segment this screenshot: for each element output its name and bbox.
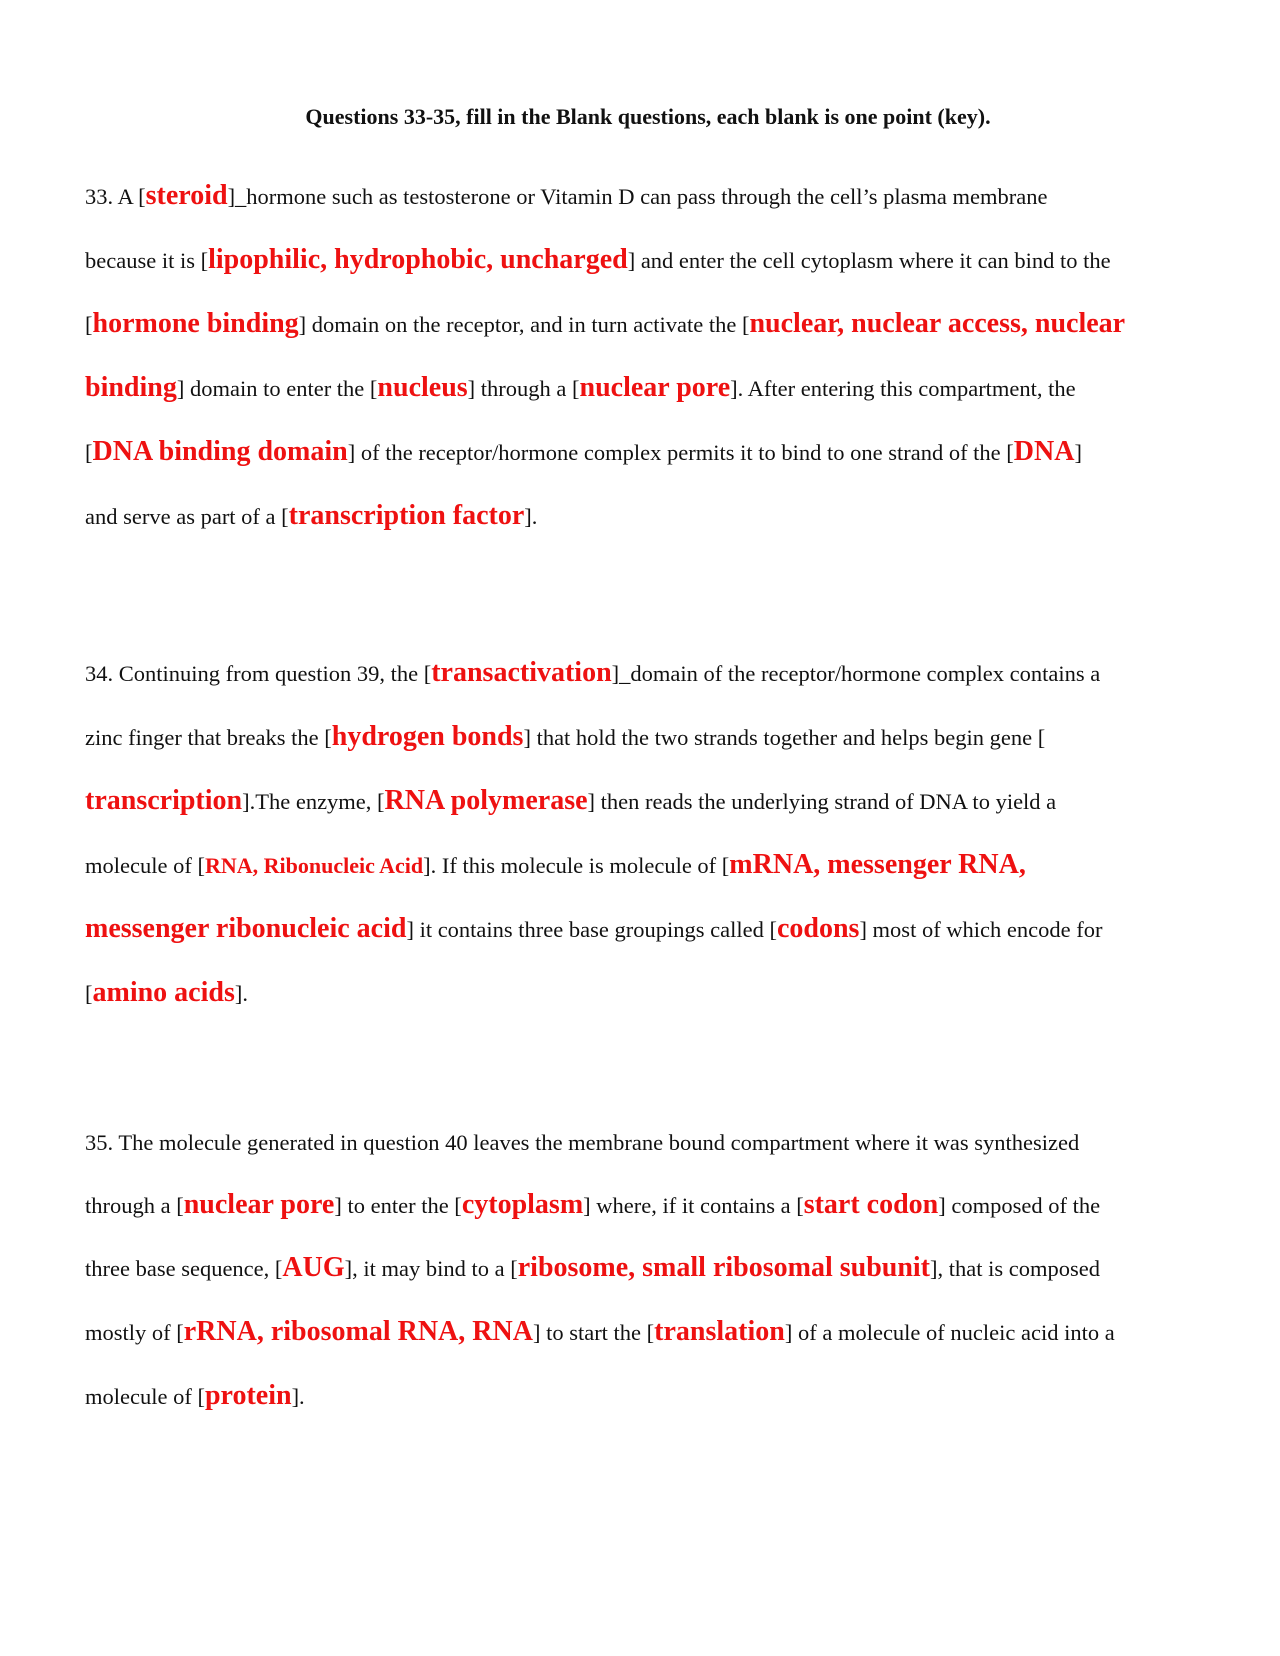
answer-rrna: rRNA, ribosomal RNA, RNA bbox=[183, 1316, 533, 1347]
text: 33. A [ bbox=[85, 184, 146, 209]
q35-line-4 bbox=[85, 1316, 1115, 1348]
text: ]. After entering this compartment, the bbox=[730, 376, 1076, 401]
text: ] that hold the two strands together and helps begin gene [ bbox=[523, 725, 1046, 750]
answer-nuclear: nuclear, nuclear access, nuclear bbox=[749, 308, 1126, 339]
answer-aug: AUG bbox=[282, 1252, 345, 1283]
answer-nuclear-pore: nuclear pore bbox=[579, 372, 731, 403]
text: ] to start the [ bbox=[532, 1320, 655, 1345]
q33-line-4 bbox=[85, 372, 1076, 404]
text: ]. bbox=[234, 981, 248, 1006]
text: ] then reads the underlying strand of DNA to yield a bbox=[587, 789, 1057, 814]
q33-line-3 bbox=[85, 308, 1125, 340]
text: ].The enzyme, [ bbox=[242, 789, 385, 814]
answer-codons: codons bbox=[776, 913, 860, 944]
q33-line-2 bbox=[85, 244, 1111, 276]
text: ], that is composed bbox=[930, 1256, 1100, 1281]
text: ] where, if it contains a [ bbox=[583, 1193, 804, 1218]
text: molecule of [ bbox=[85, 853, 205, 878]
answer-transcription: transcription bbox=[85, 785, 243, 816]
text: [ bbox=[85, 312, 93, 337]
answer-cytoplasm: cytoplasm bbox=[461, 1189, 584, 1220]
text: [ bbox=[85, 440, 93, 465]
answer-rna-polymerase: RNA polymerase bbox=[384, 785, 588, 816]
answer-mrna: mRNA, messenger RNA, bbox=[729, 849, 1026, 880]
answer-hormone-binding: hormone binding bbox=[92, 308, 299, 339]
text: ]_domain of the receptor/hormone complex contains a bbox=[611, 661, 1101, 686]
text: ]_hormone such as testosterone or Vitamin D can pass through the cell’s plasma membrane bbox=[227, 184, 1048, 209]
text: ] domain to enter the [ bbox=[176, 376, 378, 401]
text: ] domain on the receptor, and in turn activate the [ bbox=[298, 312, 750, 337]
answer-steroid: steroid bbox=[145, 180, 228, 211]
answer-nucleus: nucleus bbox=[377, 372, 468, 403]
q34-line-2 bbox=[85, 721, 1045, 753]
answer-translation: translation bbox=[654, 1316, 785, 1347]
text: and serve as part of a [ bbox=[85, 504, 289, 529]
text: ] composed of the bbox=[938, 1193, 1101, 1218]
text: ]. If this molecule is molecule of [ bbox=[423, 853, 730, 878]
answer-amino-acids: amino acids bbox=[92, 977, 235, 1008]
text: 34. Continuing from question 39, the [ bbox=[85, 661, 432, 686]
text: because it is [ bbox=[85, 248, 209, 273]
text: ] of the receptor/hormone complex permits it to bind to one strand of the [ bbox=[347, 440, 1014, 465]
text: ] and enter the cell cytoplasm where it can bind to the bbox=[627, 248, 1111, 273]
answer-start-codon: start codon bbox=[803, 1189, 939, 1220]
answer-lipophilic: lipophilic, hydrophobic, uncharged bbox=[208, 244, 628, 275]
text: ] through a [ bbox=[467, 376, 580, 401]
text: ]. bbox=[291, 1384, 305, 1409]
answer-nuclear-pore: nuclear pore bbox=[183, 1189, 335, 1220]
answer-binding: binding bbox=[85, 372, 177, 403]
text: ]. bbox=[524, 504, 538, 529]
q34-line-6 bbox=[85, 977, 248, 1009]
answer-dna-binding-domain: DNA binding domain bbox=[92, 436, 348, 467]
q35-line-1 bbox=[85, 1130, 1079, 1156]
text: ] bbox=[1074, 440, 1082, 465]
answer-transcription-factor: transcription factor bbox=[288, 500, 525, 531]
text: through a [ bbox=[85, 1193, 184, 1218]
q35-line-5 bbox=[85, 1380, 305, 1412]
text: ] it contains three base groupings called [ bbox=[406, 917, 777, 942]
text: 35. The molecule generated in question 40 leaves the membrane bound compartment where it was synthesized bbox=[85, 1130, 1080, 1155]
q35-line-2 bbox=[85, 1189, 1100, 1221]
answer-rna: RNA, Ribonucleic Acid bbox=[204, 853, 424, 878]
q35-line-3 bbox=[85, 1252, 1100, 1284]
text: mostly of [ bbox=[85, 1320, 184, 1345]
answer-dna: DNA bbox=[1013, 436, 1075, 467]
page-title: Questions 33-35, fill in the Blank questions, each blank is one point (key). bbox=[305, 104, 991, 129]
text: three base sequence, [ bbox=[85, 1256, 283, 1281]
q33-line-1 bbox=[85, 180, 1047, 212]
answer-protein: protein bbox=[204, 1380, 292, 1411]
q34-line-4 bbox=[85, 849, 1026, 881]
text: ], it may bind to a [ bbox=[344, 1256, 518, 1281]
text: ] to enter the [ bbox=[334, 1193, 462, 1218]
answer-transactivation: transactivation bbox=[431, 657, 612, 688]
q33-line-6 bbox=[85, 500, 537, 532]
text: zinc finger that breaks the [ bbox=[85, 725, 332, 750]
q34-line-1 bbox=[85, 657, 1100, 689]
answer-hydrogen-bonds: hydrogen bonds bbox=[331, 721, 524, 752]
q33-line-5 bbox=[85, 436, 1082, 468]
answer-messenger-ribonucleic-acid: messenger ribonucleic acid bbox=[85, 913, 407, 944]
text: ] of a molecule of nucleic acid into a bbox=[784, 1320, 1115, 1345]
q34-line-5 bbox=[85, 913, 1103, 945]
text: [ bbox=[85, 981, 93, 1006]
q34-line-3 bbox=[85, 785, 1056, 817]
text: ] most of which encode for bbox=[859, 917, 1103, 942]
answer-ribosome: ribosome, small ribosomal subunit bbox=[517, 1252, 931, 1283]
text: molecule of [ bbox=[85, 1384, 205, 1409]
